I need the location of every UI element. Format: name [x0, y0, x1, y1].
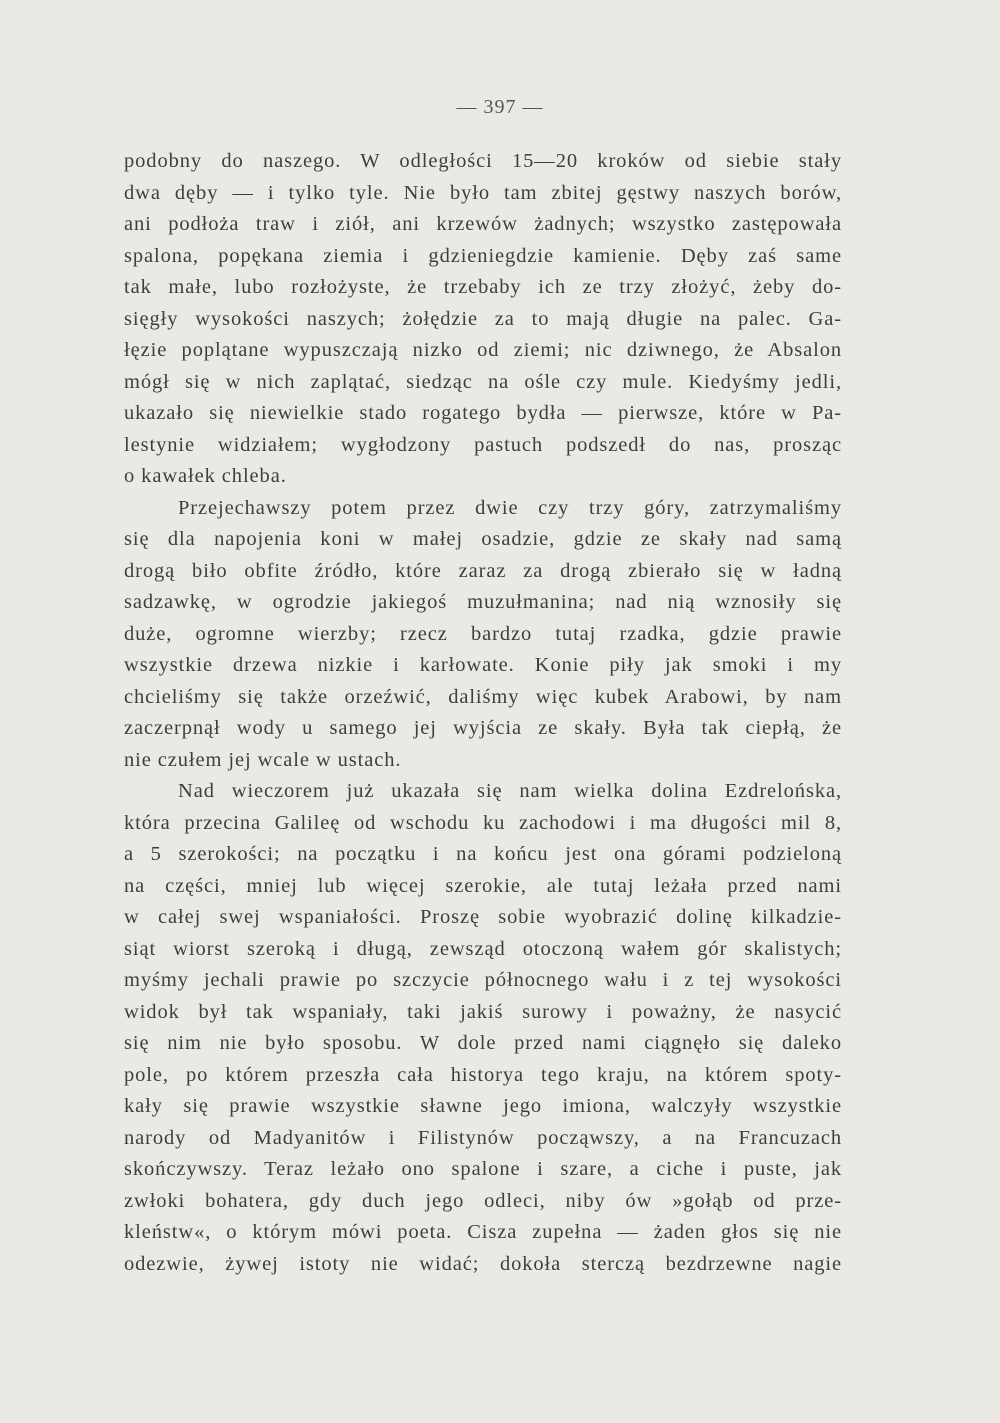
text-line: narody od Madyanitów i Filistynów począwszy, a na Francuzach	[124, 1126, 842, 1149]
text-line: nie czułem jej wcale w ustach.	[124, 748, 402, 771]
text-line: o kawałek chleba.	[124, 465, 287, 487]
text-line: widok był tak wspaniały, taki jakiś surowy i poważny, że nasycić	[124, 1000, 842, 1023]
page-number: — 397 —	[456, 96, 544, 118]
text-line: się dla napojenia koni w małej osadzie, gdzie ze skały nad samą	[124, 528, 842, 550]
text-line: spalona, popękana ziemia i gdzieniegdzie kamienie. Dęby zaś same	[124, 244, 842, 267]
text-line: podobny do naszego. W odległości 15—20 kroków od siebie stały	[124, 150, 842, 172]
text-line: która przecina Galileę od wschodu ku zachodowi i ma długości mil 8,	[124, 811, 842, 834]
text-line: pole, po którem przeszła cała historya tego kraju, na którem spoty-	[124, 1063, 842, 1086]
text-line: chcieliśmy się także orzeźwić, daliśmy więc kubek Arabowi, by nam	[124, 685, 842, 708]
text-line: a 5 szerokości; na początku i na końcu jest ona górami podzieloną	[124, 843, 842, 865]
text-line: sięgły wysokości naszych; żołędzie za to mają długie na palec. Ga-	[124, 307, 842, 330]
text-line: duże, ogromne wierzby; rzecz bardzo tutaj rzadka, gdzie prawie	[124, 622, 842, 645]
text-line: Przejechawszy potem przez dwie czy trzy góry, zatrzymaliśmy	[178, 496, 842, 519]
text-line: drogą biło obfite źródło, które zaraz za drogą zbierało się w ładną	[124, 559, 842, 582]
text-line: kały się prawie wszystkie sławne jego imiona, walczyły wszystkie	[124, 1095, 842, 1117]
text-line: lestynie widziałem; wygłodzony pastuch podszedł do nas, prosząc	[124, 433, 842, 456]
text-line: na części, mniej lub więcej szerokie, ale tutaj leżała przed nami	[124, 874, 842, 897]
body-text	[124, 146, 842, 1280]
text-line: dwa dęby — i tylko tyle. Nie było tam zbitej gęstwy naszych borów,	[124, 181, 842, 204]
text-line: sadzawkę, w ogrodzie jakiegoś muzułmanina; nad nią wznosiły się	[124, 591, 842, 613]
text-line: myśmy jechali prawie po szczycie północnego wału i z tej wysokości	[124, 969, 842, 991]
text-line: tak małe, lubo rozłożyste, że trzebaby ich ze trzy złożyć, żeby do-	[124, 276, 842, 298]
text-line: się nim nie było sposobu. W dole przed nami ciągnęło się daleko	[124, 1032, 842, 1054]
text-line: skończywszy. Teraz leżało ono spalone i szare, a ciche i puste, jak	[124, 1158, 842, 1180]
text-line: w całej swej wspaniałości. Proszę sobie wyobrazić dolinę kilkadzie-	[124, 906, 842, 928]
text-line: siąt wiorst szeroką i długą, zewsząd otoczoną wałem gór skalistych;	[124, 937, 842, 960]
text-line: mógł się w nich zaplątać, siedząc na ośle czy mule. Kiedyśmy jedli,	[124, 370, 842, 393]
text-line: ani podłoża traw i ziół, ani krzewów żadnych; wszystko zastępowała	[124, 213, 842, 235]
text-line: wszystkie drzewa nizkie i karłowate. Konie piły jak smoki i my	[124, 654, 842, 676]
text-line: zaczerpnął wody u samego jej wyjścia ze skały. Była tak ciepłą, że	[124, 717, 842, 739]
text-line: ukazało się niewielkie stado rogatego bydła — pierwsze, które w Pa-	[124, 402, 842, 424]
text-line: zwłoki bohatera, gdy duch jego odleci, niby ów »gołąb od prze-	[124, 1189, 842, 1212]
text-line: Nad wieczorem już ukazała się nam wielka dolina Ezdrelońska,	[178, 780, 842, 802]
text-line: łęzie poplątane wypuszczają nizko od ziemi; nic dziwnego, że Absalon	[124, 339, 842, 361]
text-line: odezwie, żywej istoty nie widać; dokoła sterczą bezdrzewne nagie	[124, 1252, 842, 1275]
text-line: kleństw«, o którym mówi poeta. Cisza zupełna — żaden głos się nie	[124, 1221, 842, 1243]
